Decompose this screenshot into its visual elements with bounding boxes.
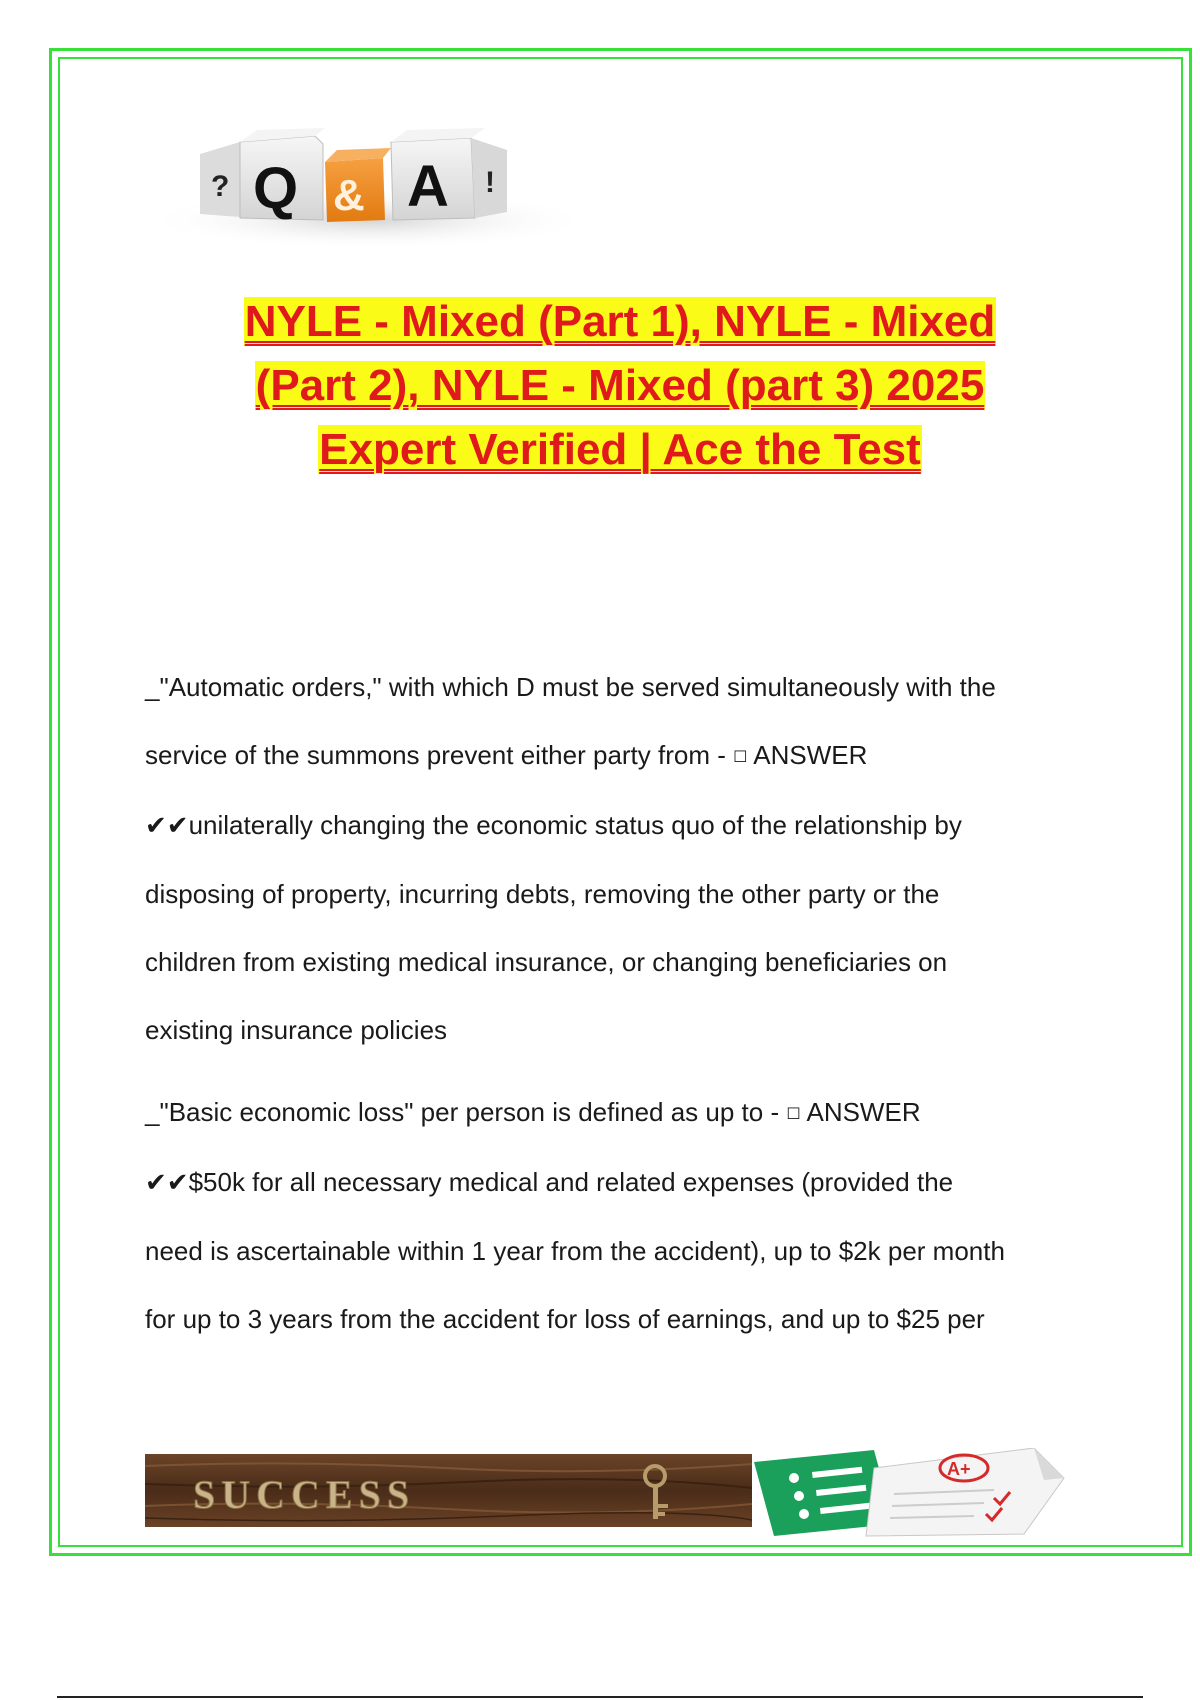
document-title xyxy=(160,290,1080,482)
answer-text: unilaterally changing the economic status quo of the relationship by xyxy=(188,810,962,840)
qa-item xyxy=(145,1078,1105,1353)
graded-paper-icon xyxy=(754,1448,1074,1538)
question-text: service of the summons prevent either party from - xyxy=(145,740,734,770)
answer-line: for up to 3 years from the accident for loss of earnings, and up to $25 per xyxy=(145,1304,985,1334)
answer-marker-icon: ☐ xyxy=(786,1104,801,1123)
answer-line: existing insurance policies xyxy=(145,1015,448,1045)
die-question xyxy=(200,142,240,217)
qa-item xyxy=(145,653,1105,1064)
double-check-icon: ✔✔ xyxy=(145,1168,189,1198)
test-paper-icon xyxy=(866,1448,1064,1536)
success-text: SUCCESS xyxy=(193,1472,416,1517)
double-check-icon: ✔✔ xyxy=(145,811,189,841)
title-line-2: (Part 2), NYLE - Mixed (part 3) 2025 xyxy=(255,361,985,410)
answer-line: children from existing medical insurance, or changing beneficiaries on xyxy=(145,947,948,977)
title-line-3: Expert Verified | Ace the Test xyxy=(319,425,921,474)
die-a-letter: A xyxy=(407,154,449,219)
grade-text: A+ xyxy=(947,1459,971,1479)
die-a xyxy=(391,128,485,220)
die-ampersand xyxy=(325,148,391,222)
question-line: _"Automatic orders," with which D must be served simultaneously with the xyxy=(145,672,996,702)
die-q-letter: Q xyxy=(253,156,299,221)
footer-divider xyxy=(57,1696,1143,1698)
die-exclaim-letter: ! xyxy=(485,166,495,199)
question-line xyxy=(145,1078,1105,1148)
question-line xyxy=(145,721,1105,791)
answer-line xyxy=(145,1148,1105,1217)
answer-text: $50k for all necessary medical and related expenses (provided the xyxy=(188,1167,954,1197)
title-line-1: NYLE - Mixed (Part 1), NYLE - Mixed xyxy=(244,297,996,346)
answer-line: need is ascertainable within 1 year from the accident), up to $2k per month xyxy=(145,1236,1005,1266)
qa-content xyxy=(145,653,1105,1367)
answer-line xyxy=(145,791,1105,860)
success-banner xyxy=(145,1454,752,1527)
die-ampersand-letter: & xyxy=(333,171,365,220)
answer-label: ANSWER xyxy=(747,740,868,770)
die-q xyxy=(240,128,325,221)
answer-line: disposing of property, incurring debts, removing the other party or the xyxy=(145,879,940,909)
qa-dice-icon xyxy=(145,92,595,254)
answer-marker-icon: ☐ xyxy=(733,747,748,766)
question-text: _"Basic economic loss" per person is defined as up to - xyxy=(145,1097,787,1127)
answer-label: ANSWER xyxy=(800,1097,921,1127)
die-question-letter: ? xyxy=(211,170,230,203)
die-exclaim xyxy=(471,138,507,218)
